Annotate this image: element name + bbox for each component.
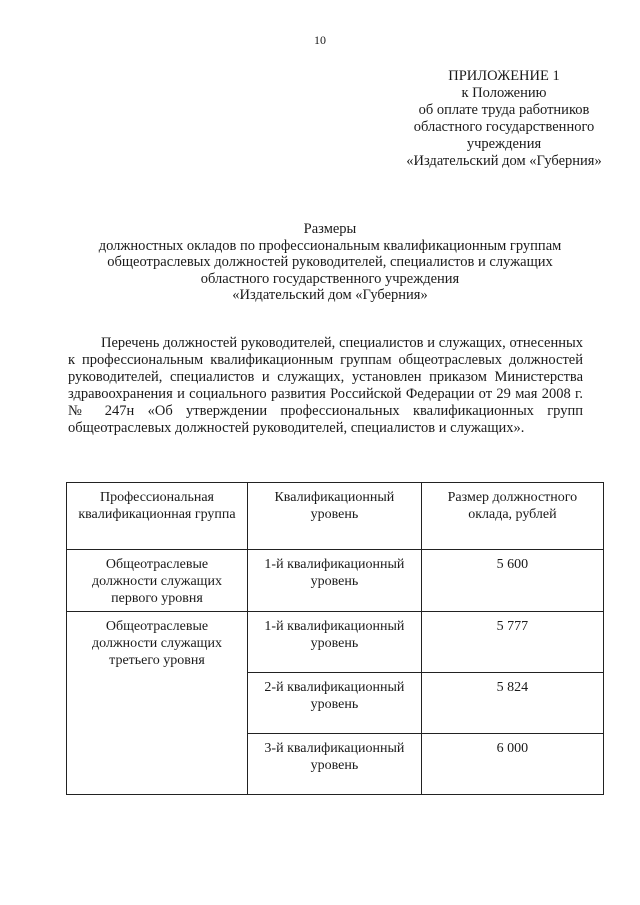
cell-salary: 6 000	[421, 734, 603, 795]
cell-salary: 5 777	[421, 612, 603, 673]
cell-level: 1-й квалификационный уровень	[247, 550, 421, 612]
appendix-header	[380, 68, 628, 170]
appendix-line: «Издательский дом «Губерния»	[406, 153, 602, 169]
cell-group: Общеотраслевые должности служащих первого уровня	[67, 550, 248, 612]
title-line: должностных окладов по профессиональным квалификационным группам	[98, 237, 562, 254]
page-number: 10	[314, 33, 326, 47]
appendix-line: учреждения	[466, 136, 542, 152]
body-paragraph: Перечень должностей руководителей, специалистов и служащих, отнесенных к профессиональным квалификационным группам общеотраслевых должностей руководителей, специалистов и служащих, установлен приказом Министерства здравоохранения и социального развития Российской Федерации от 29 мая 2008 г. № 247н «Об утверждении профессиональных квалификационных групп общеотраслевых должностей руководителей, специалистов и служащих».	[68, 335, 583, 436]
title-line: общеотраслевых должностей руководителей, специалистов и служащих	[107, 254, 553, 270]
appendix-line: об оплате труда работников	[418, 102, 590, 118]
cell-level: 1-й квалификационный уровень	[247, 612, 421, 673]
title-line: Размеры	[303, 221, 357, 237]
table-header-row	[67, 483, 604, 550]
appendix-line: к Положению	[461, 85, 547, 101]
header-salary: Размер должностного оклада, рублей	[421, 483, 603, 550]
document-title	[40, 221, 620, 304]
table-row	[67, 612, 604, 673]
title-line: «Издательский дом «Губерния»	[232, 287, 428, 303]
appendix-line: областного государственного	[413, 119, 595, 135]
header-group: Профессиональная квалификационная группа	[67, 483, 248, 550]
cell-level: 3-й квалификационный уровень	[247, 734, 421, 795]
cell-salary: 5 824	[421, 673, 603, 734]
cell-salary: 5 600	[421, 550, 603, 612]
title-line: областного государственного учреждения	[200, 270, 460, 287]
cell-level: 2-й квалификационный уровень	[247, 673, 421, 734]
table-row	[67, 550, 604, 612]
appendix-line: ПРИЛОЖЕНИЕ 1	[448, 68, 560, 84]
header-level: Квалификационный уровень	[247, 483, 421, 550]
cell-group: Общеотраслевые должности служащих третьего уровня	[67, 612, 248, 795]
salary-table	[66, 482, 604, 795]
